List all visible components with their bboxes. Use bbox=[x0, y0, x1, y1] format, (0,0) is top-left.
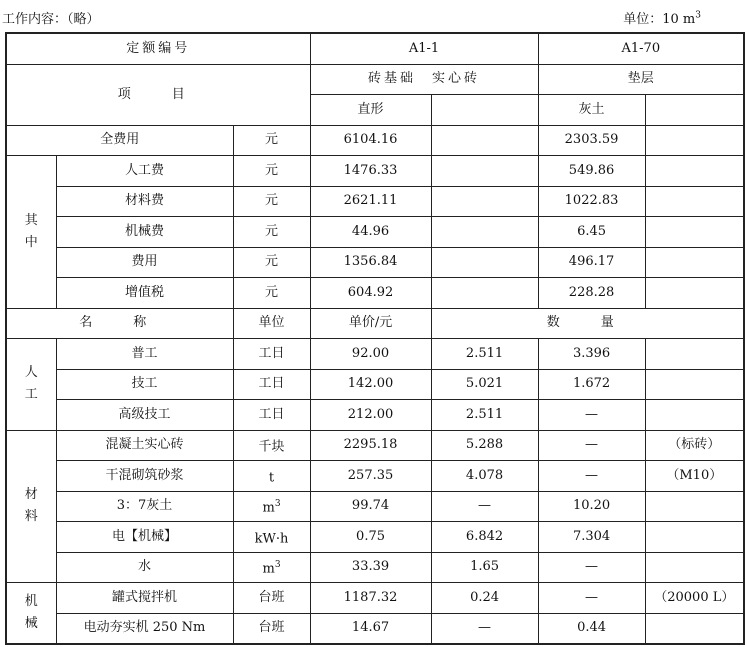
among-v1: 604.92 bbox=[310, 278, 431, 309]
among-unit: 元 bbox=[233, 247, 310, 278]
material-q2: — bbox=[538, 552, 645, 583]
material-note bbox=[645, 491, 744, 522]
material-label bbox=[6, 430, 56, 583]
among-name: 人工费 bbox=[56, 156, 233, 187]
machine-name: 罐式搅拌机 bbox=[56, 583, 233, 614]
among-v1: 1476.33 bbox=[310, 156, 431, 187]
blank-cell bbox=[645, 156, 744, 187]
among-v2: 1022.83 bbox=[538, 186, 645, 217]
labor-q1: 2.511 bbox=[431, 339, 538, 370]
material-label-1: 材 bbox=[24, 487, 38, 503]
material-price: 2295.18 bbox=[310, 430, 431, 461]
machine-unit: 台班 bbox=[233, 583, 310, 614]
col-price: 单价/元 bbox=[310, 308, 431, 339]
total-name: 全费用 bbox=[6, 125, 233, 156]
material-q2: 10.20 bbox=[538, 491, 645, 522]
among-unit: 元 bbox=[233, 278, 310, 309]
among-unit: 元 bbox=[233, 217, 310, 248]
header-row-code bbox=[6, 33, 744, 64]
material-name: 电【机械】 bbox=[56, 522, 233, 553]
machine-label-2: 械 bbox=[24, 616, 38, 631]
material-unit-text: kW·h bbox=[254, 530, 289, 546]
blank-cell bbox=[431, 125, 538, 156]
among-name: 机械费 bbox=[56, 217, 233, 248]
among-v2: 549.86 bbox=[538, 156, 645, 187]
material-q1: — bbox=[431, 491, 538, 522]
machine-row bbox=[6, 583, 744, 614]
material-q1: 4.078 bbox=[431, 461, 538, 492]
material-name: 干混砌筑砂浆 bbox=[56, 461, 233, 492]
among-row bbox=[6, 156, 744, 187]
material-unit-sup: 3 bbox=[274, 499, 281, 510]
machine-row bbox=[6, 613, 744, 644]
work-content-caption: 工作内容：（略） bbox=[2, 12, 100, 27]
labor-note bbox=[645, 400, 744, 431]
labor-q1: 2.511 bbox=[431, 400, 538, 431]
among-row bbox=[6, 278, 744, 309]
material-q1: 6.842 bbox=[431, 522, 538, 553]
material-price: 99.74 bbox=[310, 491, 431, 522]
unit-caption-text: 单位：10 m bbox=[623, 12, 696, 27]
machine-unit: 台班 bbox=[233, 613, 310, 644]
material-unit bbox=[233, 461, 310, 492]
among-label-2: 中 bbox=[24, 234, 38, 250]
labor-q2: — bbox=[538, 400, 645, 431]
material-unit-text: m bbox=[262, 561, 275, 577]
machine-note bbox=[645, 613, 744, 644]
material-unit-text: 千块 bbox=[258, 439, 285, 455]
labor-label-1: 人 bbox=[24, 365, 38, 381]
among-label bbox=[6, 156, 56, 309]
labor-label bbox=[6, 339, 56, 431]
code-label: 定额编号 bbox=[6, 33, 310, 64]
machine-q1: — bbox=[431, 613, 538, 644]
material-row bbox=[6, 430, 744, 461]
among-v1: 2621.11 bbox=[310, 186, 431, 217]
col-name: 名 称 bbox=[6, 308, 233, 339]
labor-row bbox=[6, 339, 744, 370]
material-q2: 7.304 bbox=[538, 522, 645, 553]
among-row bbox=[6, 186, 744, 217]
among-row bbox=[6, 247, 744, 278]
material-name: 水 bbox=[56, 552, 233, 583]
blank-cell bbox=[645, 217, 744, 248]
material-note bbox=[645, 522, 744, 553]
blank-cell bbox=[431, 186, 538, 217]
sub-straight: 直形 bbox=[310, 95, 431, 126]
unit-caption-sup: 3 bbox=[695, 10, 701, 21]
labor-q1: 5.021 bbox=[431, 369, 538, 400]
material-row bbox=[6, 491, 744, 522]
among-unit: 元 bbox=[233, 156, 310, 187]
header-row-group bbox=[6, 64, 744, 95]
material-name: 3：7灰土 bbox=[56, 491, 233, 522]
item-label: 项 目 bbox=[6, 64, 310, 125]
material-row bbox=[6, 552, 744, 583]
labor-note bbox=[645, 339, 744, 370]
labor-unit: 工日 bbox=[233, 400, 310, 431]
machine-q1: 0.24 bbox=[431, 583, 538, 614]
material-unit-text: t bbox=[268, 469, 275, 485]
material-row bbox=[6, 522, 744, 553]
blank-cell bbox=[645, 247, 744, 278]
col-unit: 单位 bbox=[233, 308, 310, 339]
quota-table bbox=[5, 32, 745, 645]
among-unit: 元 bbox=[233, 186, 310, 217]
group-cushion: 垫层 bbox=[538, 64, 744, 95]
sub-empty-1 bbox=[431, 95, 538, 126]
among-v2: 496.17 bbox=[538, 247, 645, 278]
sub-lime-soil: 灰土 bbox=[538, 95, 645, 126]
column-header-row bbox=[6, 308, 744, 339]
code-a1-70: A1-70 bbox=[538, 33, 744, 64]
machine-price: 1187.32 bbox=[310, 583, 431, 614]
unit-caption bbox=[623, 8, 701, 27]
among-v1: 1356.84 bbox=[310, 247, 431, 278]
blank-cell bbox=[645, 125, 744, 156]
total-v2: 2303.59 bbox=[538, 125, 645, 156]
among-name: 增值税 bbox=[56, 278, 233, 309]
total-v1: 6104.16 bbox=[310, 125, 431, 156]
among-v2: 228.28 bbox=[538, 278, 645, 309]
blank-cell bbox=[645, 278, 744, 309]
code-a1-1: A1-1 bbox=[310, 33, 538, 64]
labor-name: 技工 bbox=[56, 369, 233, 400]
material-unit bbox=[233, 491, 310, 522]
material-q1: 5.288 bbox=[431, 430, 538, 461]
labor-unit: 工日 bbox=[233, 339, 310, 370]
labor-price: 212.00 bbox=[310, 400, 431, 431]
blank-cell bbox=[431, 156, 538, 187]
total-row bbox=[6, 125, 744, 156]
among-name: 费用 bbox=[56, 247, 233, 278]
machine-label bbox=[6, 583, 56, 645]
material-q1: 1.65 bbox=[431, 552, 538, 583]
material-unit bbox=[233, 522, 310, 553]
group-brick-foundation: 砖基础 实心砖 bbox=[310, 64, 538, 95]
labor-note bbox=[645, 369, 744, 400]
material-label-2: 料 bbox=[24, 509, 38, 525]
material-note: （M10） bbox=[645, 461, 744, 492]
blank-cell bbox=[431, 217, 538, 248]
material-note bbox=[645, 552, 744, 583]
machine-name: 电动夯实机 250 Nm bbox=[56, 613, 233, 644]
labor-name: 高级技工 bbox=[56, 400, 233, 431]
material-price: 33.39 bbox=[310, 552, 431, 583]
material-unit bbox=[233, 430, 310, 461]
machine-price: 14.67 bbox=[310, 613, 431, 644]
material-price: 0.75 bbox=[310, 522, 431, 553]
col-qty: 数 量 bbox=[431, 308, 744, 339]
among-v2: 6.45 bbox=[538, 217, 645, 248]
machine-q2: — bbox=[538, 583, 645, 614]
labor-price: 92.00 bbox=[310, 339, 431, 370]
material-price: 257.35 bbox=[310, 461, 431, 492]
material-name: 混凝土实心砖 bbox=[56, 430, 233, 461]
total-unit: 元 bbox=[233, 125, 310, 156]
machine-label-1: 机 bbox=[24, 594, 38, 609]
material-unit-text: m bbox=[262, 500, 275, 516]
material-q2: — bbox=[538, 461, 645, 492]
machine-q2: 0.44 bbox=[538, 613, 645, 644]
blank-cell bbox=[431, 278, 538, 309]
material-unit-sup: 3 bbox=[274, 560, 281, 571]
blank-cell bbox=[645, 186, 744, 217]
labor-unit: 工日 bbox=[233, 369, 310, 400]
among-row bbox=[6, 217, 744, 248]
material-unit bbox=[233, 552, 310, 583]
material-q2: — bbox=[538, 430, 645, 461]
labor-name: 普工 bbox=[56, 339, 233, 370]
labor-q2: 1.672 bbox=[538, 369, 645, 400]
among-name: 材料费 bbox=[56, 186, 233, 217]
among-label-1: 其 bbox=[24, 212, 38, 228]
material-note: （标砖） bbox=[645, 430, 744, 461]
material-row bbox=[6, 461, 744, 492]
labor-price: 142.00 bbox=[310, 369, 431, 400]
labor-label-2: 工 bbox=[24, 387, 38, 403]
among-v1: 44.96 bbox=[310, 217, 431, 248]
sub-empty-2 bbox=[645, 95, 744, 126]
machine-note: （20000 L） bbox=[645, 583, 744, 614]
labor-row bbox=[6, 400, 744, 431]
labor-row bbox=[6, 369, 744, 400]
labor-q2: 3.396 bbox=[538, 339, 645, 370]
blank-cell bbox=[431, 247, 538, 278]
